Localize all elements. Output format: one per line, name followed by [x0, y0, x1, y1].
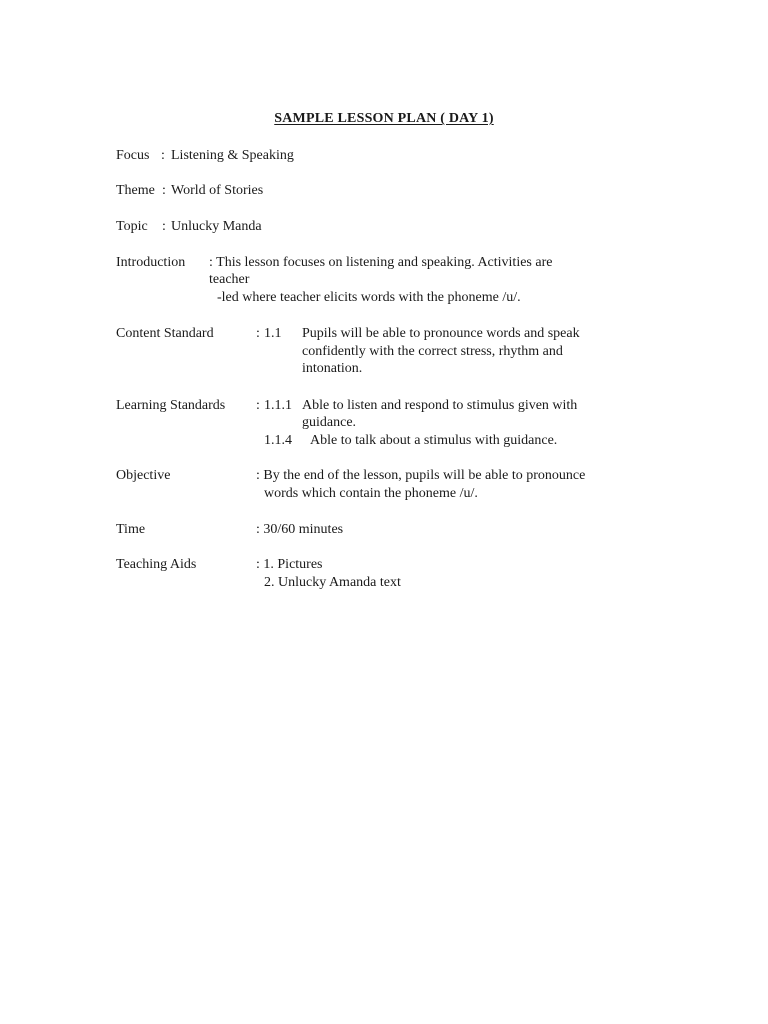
content-standard-number: 1.1 [264, 326, 282, 341]
focus-label: Focus [116, 148, 150, 163]
teaching-aid-item: : 1. Pictures [256, 557, 323, 572]
learning-standards-label: Learning Standards [116, 398, 226, 413]
learning-standard-number: 1.1.1 [264, 398, 292, 413]
learning-standard-line: Able to talk about a stimulus with guidance. [310, 433, 558, 448]
topic-label: Topic [116, 219, 148, 234]
teaching-aids-label: Teaching Aids [116, 557, 197, 572]
objective-line-1: : By the end of the lesson, pupils will be able to pronounce [256, 468, 586, 483]
content-standard-line-2: confidently with the correct stress, rhythm and [302, 344, 563, 359]
content-standard-line-1: Pupils will be able to pronounce words and speak [302, 326, 580, 341]
objective-line-2: words which contain the phoneme /u/. [264, 486, 478, 501]
topic-colon: : [162, 219, 166, 234]
theme-label: Theme [116, 183, 155, 198]
objective-label: Objective [116, 468, 171, 483]
learning-standards-colon: : [256, 398, 260, 413]
learning-standard-line: Able to listen and respond to stimulus given with [302, 398, 578, 413]
learning-standard-number: 1.1.4 [264, 433, 292, 448]
content-standard-colon: : [256, 326, 260, 341]
focus-value: Listening & Speaking [171, 148, 294, 163]
learning-standard-line: guidance. [302, 415, 357, 430]
time-value: : 30/60 minutes [256, 522, 344, 537]
focus-colon: : [161, 148, 165, 163]
theme-colon: : [162, 183, 166, 198]
introduction-line-2: teacher [209, 272, 250, 287]
introduction-label: Introduction [116, 255, 186, 270]
topic-value: Unlucky Manda [171, 219, 262, 234]
theme-value: World of Stories [171, 183, 264, 198]
time-label: Time [116, 522, 146, 537]
introduction-line-3: -led where teacher elicits words with the phoneme /u/. [217, 290, 521, 305]
content-standard-line-3: intonation. [302, 361, 363, 376]
introduction-line-1: : This lesson focuses on listening and speaking. Activities are [209, 255, 553, 270]
teaching-aid-item: 2. Unlucky Amanda text [264, 575, 401, 590]
page-title: SAMPLE LESSON PLAN ( DAY 1) [274, 111, 494, 126]
content-standard-label: Content Standard [116, 326, 214, 341]
